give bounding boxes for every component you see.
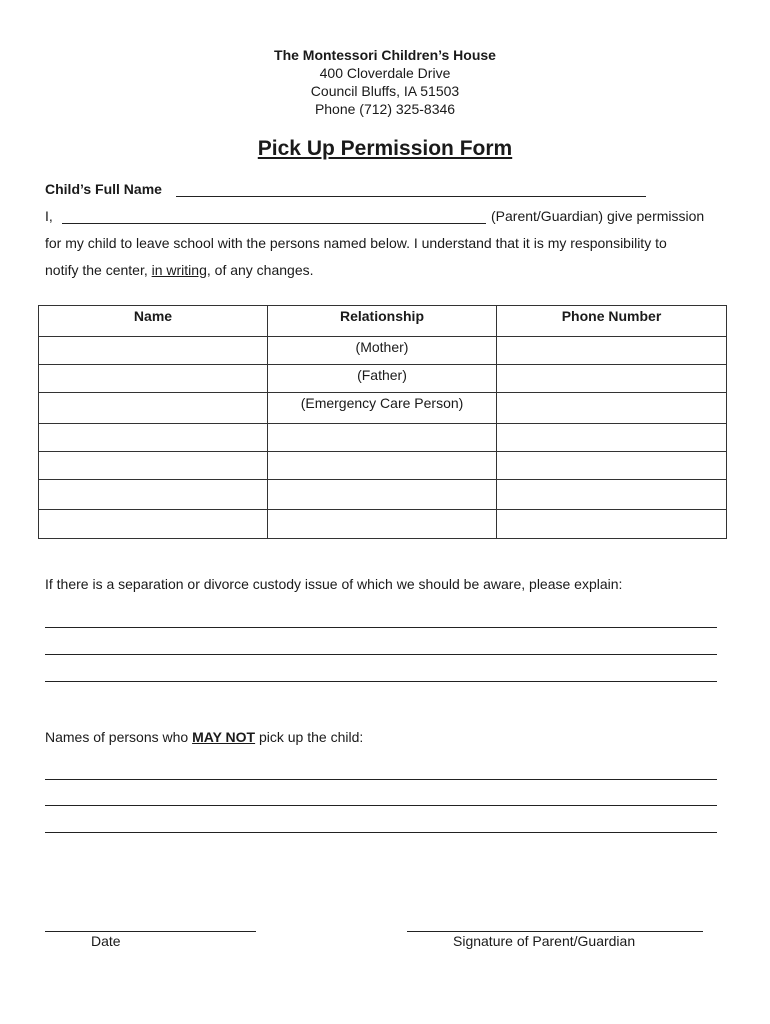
column-header-phone: Phone Number [497,306,727,337]
address-line-2: Council Bluffs, IA 51503 [310,83,460,99]
organization-name: The Montessori Children’s House [274,47,496,63]
may-not-answer-line-3[interactable] [45,832,717,833]
permission-line-2: for my child to leave school with the persons named below. I understand that it is my responsibility to [45,235,667,251]
parent-guardian-text: (Parent/Guardian) give permission [491,208,705,224]
table-row [39,480,727,510]
relationship-cell[interactable]: (Mother) [268,337,497,365]
name-cell[interactable] [39,452,268,480]
date-line[interactable] [45,931,256,932]
child-name-field[interactable] [176,196,646,197]
table-header-row [39,306,727,337]
relationship-cell[interactable] [268,480,497,510]
relationship-cell[interactable]: (Emergency Care Person) [268,393,497,424]
may-not-emphasis: MAY NOT [192,729,256,745]
table-row [39,365,727,393]
column-header-relationship: Relationship [268,306,497,337]
may-not-answer-line-1[interactable] [45,779,717,780]
signature-label: Signature of Parent/Guardian [453,933,636,949]
may-not-prompt [45,729,363,745]
table-row [39,393,727,424]
phone-cell[interactable] [497,510,727,539]
signature-line[interactable] [407,931,703,932]
custody-prompt: If there is a separation or divorce custody issue of which we should be aware, please explain: [45,576,623,592]
pickup-persons-table [38,305,727,539]
permission-line-3 [45,262,314,278]
may-not-prompt-start: Names of persons who [45,729,193,745]
name-cell[interactable] [39,480,268,510]
may-not-prompt-end: pick up the child: [255,729,364,745]
custody-answer-line-2[interactable] [45,654,717,655]
form-title-wrap [0,137,770,161]
phone-cell[interactable] [497,424,727,452]
table-row [39,452,727,480]
phone-cell[interactable] [497,480,727,510]
relationship-cell[interactable] [268,424,497,452]
table-row [39,337,727,365]
address-line-1: 400 Cloverdale Drive [319,65,451,81]
name-cell[interactable] [39,393,268,424]
column-header-name: Name [39,306,268,337]
relationship-cell[interactable] [268,510,497,539]
table-row [39,424,727,452]
permission-line-3-end: , of any changes. [206,262,314,278]
i-label: I, [45,208,53,224]
phone-number: Phone (712) 325-8346 [314,101,456,117]
permission-line-3-start: notify the center, [45,262,152,278]
custody-answer-line-3[interactable] [45,681,717,682]
may-not-answer-line-2[interactable] [45,805,717,806]
child-name-label: Child’s Full Name [45,181,162,197]
date-label: Date [91,933,121,949]
phone-cell[interactable] [497,365,727,393]
phone-cell[interactable] [497,393,727,424]
relationship-cell[interactable] [268,452,497,480]
phone-cell[interactable] [497,337,727,365]
parent-name-field[interactable] [62,223,486,224]
custody-answer-line-1[interactable] [45,627,717,628]
form-title: Pick Up Permission Form [257,137,513,160]
name-cell[interactable] [39,337,268,365]
table-row [39,510,727,539]
relationship-cell[interactable]: (Father) [268,365,497,393]
phone-cell[interactable] [497,452,727,480]
name-cell[interactable] [39,365,268,393]
in-writing-emphasis: in writing [151,262,207,278]
name-cell[interactable] [39,424,268,452]
name-cell[interactable] [39,510,268,539]
